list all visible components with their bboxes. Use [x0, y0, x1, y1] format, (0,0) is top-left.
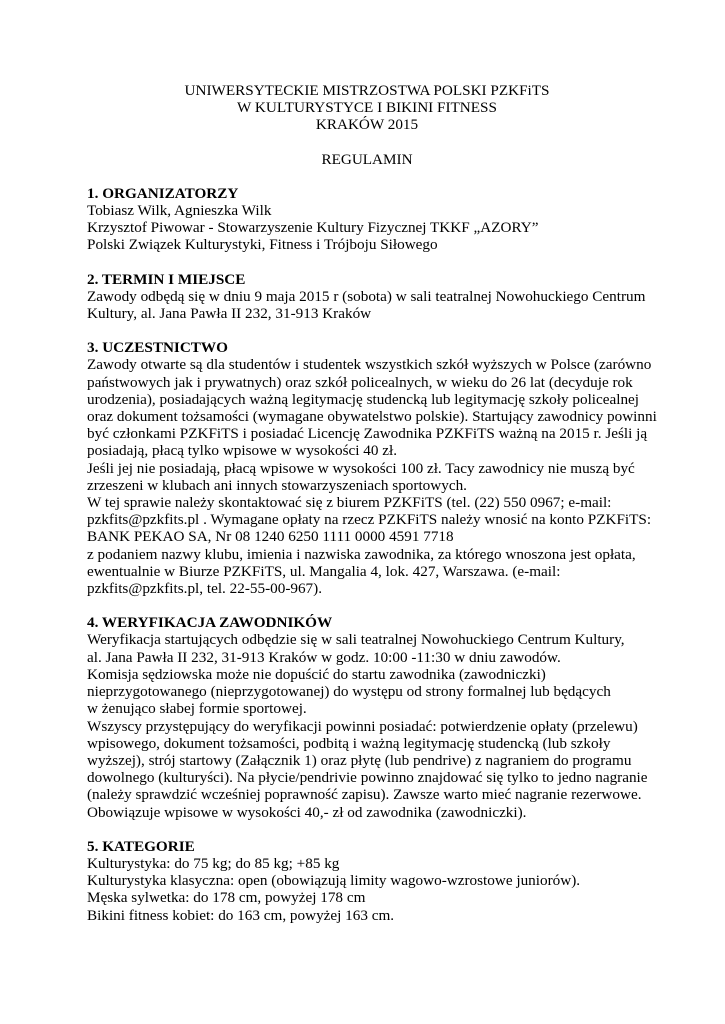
section-line: ewentualnie w Biurze PZKFiTS, ul. Mangalia 4, lok. 427, Warszawa. (e-mail: [87, 562, 561, 580]
section-participation [87, 339, 657, 598]
document-page [87, 82, 657, 941]
section-heading: 4. WERYFIKACJA ZAWODNIKÓW [87, 614, 333, 632]
section-line: Zawody odbędą się w dniu 9 maja 2015 r (sobota) w sali teatralnej Nowohuckiego Centrum [87, 287, 646, 305]
document-header [87, 82, 647, 134]
section-line: nieprzygotowanego (nieprzygotowanej) do występu od strony formalnej lub będących [87, 683, 611, 701]
section-line: w żenująco słabej formie sportowej. [87, 700, 307, 718]
section-categories [87, 838, 647, 924]
section-heading: 5. KATEGORIE [87, 837, 195, 855]
section-organizers [87, 185, 647, 254]
section-line: urodzenia), posiadających ważną legitymację studencką lub legitymację szkoły policealnej [87, 390, 640, 408]
section-line: Jeśli jej nie posiadają, płacą wpisowe w wysokości 100 zł. Tacy zawodnicy nie muszą być [87, 459, 635, 477]
section-line: Tobiasz Wilk, Agnieszka Wilk [87, 202, 272, 220]
section-line: Zawody otwarte są dla studentów i studentek wszystkich szkół wyższych w Polsce (zarówno [87, 356, 652, 374]
section-line: W tej sprawie należy skontaktować się z biurem PZKFiTS (tel. (22) 550 0967; e-mail: [87, 494, 612, 512]
section-line: Męska sylwetka: do 178 cm, powyżej 178 cm [87, 889, 366, 907]
section-line: dowolnego (kulturyści). Na płycie/pendrivie powinno znajdować się tylko to jedno nagranie [87, 769, 648, 787]
section-verification [87, 614, 647, 820]
section-line: Polski Związek Kulturystyki, Fitness i Trójboju Siłowego [87, 236, 438, 254]
header-line-location-year: KRAKÓW 2015 [315, 116, 419, 134]
section-line: Obowiązuje wpisowe w wysokości 40,- zł od zawodnika (zawodniczki). [87, 803, 527, 821]
section-line: Kulturystyka: do 75 kg; do 85 kg; +85 kg [87, 854, 340, 872]
section-heading: 2. TERMIN I MIEJSCE [87, 270, 246, 288]
section-line: wyższej), strój startowy (Załącznik 1) oraz płytę (lub pendrive) z nagraniem do programu [87, 751, 632, 769]
section-line: zrzeszeni w klubach ani innych stowarzyszeniach sportowych. [87, 476, 467, 494]
section-line: państwowych jak i prywatnych) oraz szkół policealnych, w wieku do 26 lat (decyduje rok [87, 373, 633, 391]
section-line: BANK PEKAO SA, Nr 08 1240 6250 1111 0000 4591 7718 [87, 528, 454, 546]
section-heading: 1. ORGANIZATORZY [87, 184, 239, 202]
header-line-discipline: W KULTURYSTYCE I BIKINI FITNESS [237, 99, 497, 117]
section-line: Kultury, al. Jana Pawła II 232, 31-913 Kraków [87, 305, 372, 323]
section-line: z podaniem nazwy klubu, imienia i nazwiska zawodnika, za którego wnoszona jest opłata, [87, 545, 636, 563]
section-line: być członkami PZKFiTS i posiadać Licencję Zawodnika PZKFiTS ważną na 2015 r. Jeśli ją [87, 425, 648, 443]
section-line: pzkfits@pzkfits.pl . Wymagane opłaty na rzecz PZKFiTS należy wnosić na konto PZKFiTS: [87, 511, 652, 529]
section-line: Krzysztof Piwowar - Stowarzyszenie Kultury Fizycznej TKKF „AZORY” [87, 219, 539, 237]
section-line: Weryfikacja startujących odbędzie się w sali teatralnej Nowohuckiego Centrum Kultury, [87, 631, 625, 649]
section-heading: 3. UCZESTNICTWO [87, 339, 228, 357]
section-line: oraz dokument tożsamości (wymagane obywatelstwo polskie). Startujący zawodnicy powinni [87, 408, 657, 426]
section-line: Bikini fitness kobiet: do 163 cm, powyżej 163 cm. [87, 906, 395, 924]
section-line: posiadają, płacą tylko wpisowe w wysokości 40 zł. [87, 442, 398, 460]
document-title: REGULAMIN [321, 150, 413, 168]
section-line: al. Jana Pawła II 232, 31-913 Kraków w godz. 10:00 -11:30 w dniu zawodów. [87, 648, 561, 666]
section-line: Wszyscy przystępujący do weryfikacji powinni posiadać: potwierdzenie opłaty (przelewu) [87, 717, 638, 735]
section-date-place [87, 271, 647, 323]
section-line: Kulturystyka klasyczna: open (obowiązują limity wagowo-wzrostowe juniorów). [87, 872, 581, 890]
section-line: Komisja sędziowska może nie dopuścić do startu zawodnika (zawodniczki) [87, 665, 546, 683]
header-line-championship: UNIWERSYTECKIE MISTRZOSTWA POLSKI PZKFiTS [184, 82, 550, 99]
section-line: pzkfits@pzkfits.pl, tel. 22-55-00-967). [87, 580, 323, 598]
section-line: wpisowego, dokument tożsamości, podbitą i ważną legitymację studencką (lub szkoły [87, 734, 611, 752]
section-line: (należy sprawdzić wcześniej poprawność zapisu). Zawsze warto mieć nagranie rezerwowe. [87, 786, 642, 804]
